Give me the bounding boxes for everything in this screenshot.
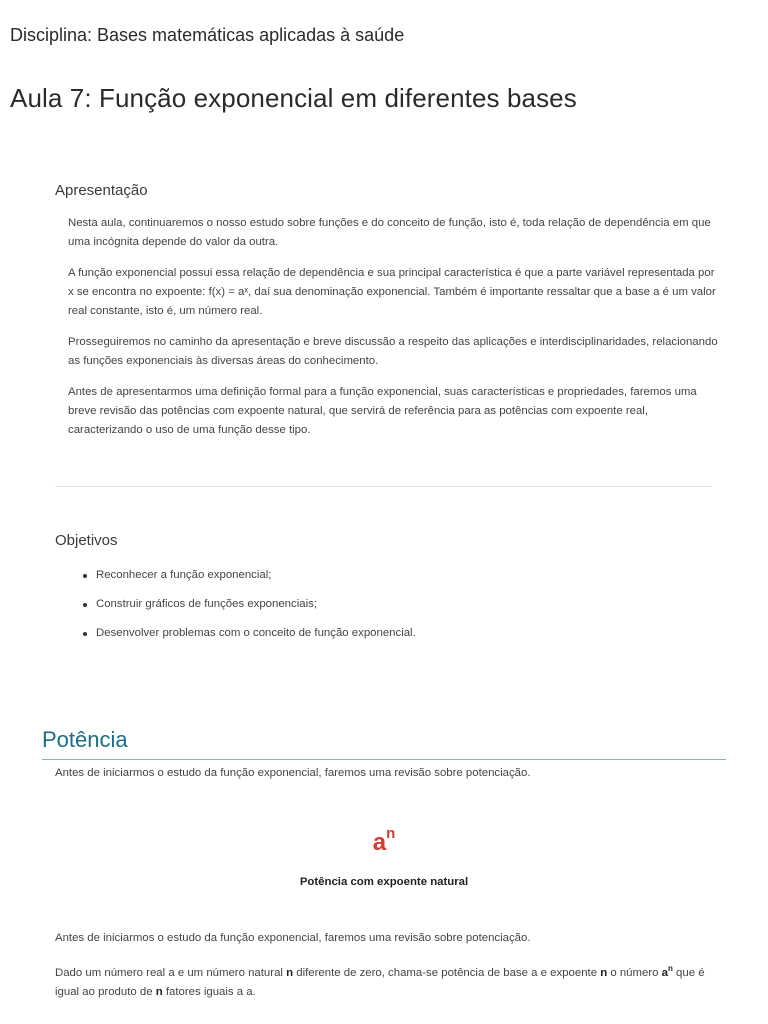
formula-exponent: n (386, 825, 396, 842)
definition-term: n (286, 966, 294, 979)
potencia-definition (55, 959, 725, 1002)
objectives-list (83, 566, 416, 653)
bullet-icon (83, 574, 87, 578)
formula-base: a (372, 829, 387, 856)
definition-text: fatores iguais a a. (162, 985, 256, 998)
presentation-body (68, 214, 718, 452)
objective-text: Desenvolver problemas com o conceito de função exponencial. (96, 627, 416, 639)
formula-caption: Potência com expoente natural (299, 876, 469, 888)
potencia-heading-rule (42, 759, 726, 760)
definition-exponent: n (667, 964, 673, 973)
presentation-paragraph: Antes de apresentarmos uma definição formal para a função exponencial, suas características e propriedades, faremos uma breve revisão das potências com expoente natural, que servirá de referência para as potências com expoente real, caracterizando o uso de uma função desse tipo. (68, 386, 697, 436)
definition-text: o número (607, 966, 662, 979)
section-divider (55, 486, 712, 487)
objective-item (83, 566, 416, 595)
objectives-title: Objetivos (55, 532, 118, 549)
presentation-title: Apresentação (55, 182, 148, 199)
bullet-icon (83, 632, 87, 636)
potencia-paragraph: Antes de iniciarmos o estudo da função exponencial, faremos uma revisão sobre potenciação. (55, 932, 531, 944)
potencia-body (55, 929, 725, 1013)
bullet-icon (83, 603, 87, 607)
definition-base: a (661, 966, 668, 979)
objective-item (83, 595, 416, 624)
definition-term (661, 964, 673, 979)
definition-term: n (155, 985, 163, 998)
objective-text: Reconhecer a função exponencial; (96, 569, 272, 581)
objective-item (83, 624, 416, 653)
discipline-title: Disciplina: Bases matemáticas aplicadas à saúde (10, 25, 405, 45)
objective-text: Construir gráficos de funções exponenciais; (96, 598, 317, 610)
definition-term: n (600, 966, 608, 979)
presentation-paragraph: Nesta aula, continuaremos o nosso estudo sobre funções e do conceito de função, isto é, toda relação de dependência em que uma incógnita depende do valor da outra. (68, 217, 711, 248)
definition-text: que é igual ao produto de (55, 966, 705, 998)
potencia-heading: Potência (42, 727, 128, 752)
power-formula (0, 822, 768, 858)
potencia-intro: Antes de iniciarmos o estudo da função exponencial, faremos uma revisão sobre potenciação. (55, 767, 531, 779)
definition-text: diferente de zero, chama-se potência de base a e expoente (293, 966, 601, 979)
definition-text: Dado um número real a e um número natural (55, 966, 287, 979)
lesson-title: Aula 7: Função exponencial em diferentes bases (10, 83, 577, 113)
presentation-paragraph: Prosseguiremos no caminho da apresentação e breve discussão a respeito das aplicações e interdisciplinaridades, relacionando as funções exponenciais às diversas áreas do conhecimento. (68, 336, 718, 367)
presentation-paragraph: A função exponencial possui essa relação de dependência e sua principal característica é que a parte variável representada por x se encontra no expoente: f(x) = aˣ, daí sua denominação exponencial. Também é importante ressaltar que a base a é um valor real constante, isto é, um número real. (68, 267, 716, 317)
